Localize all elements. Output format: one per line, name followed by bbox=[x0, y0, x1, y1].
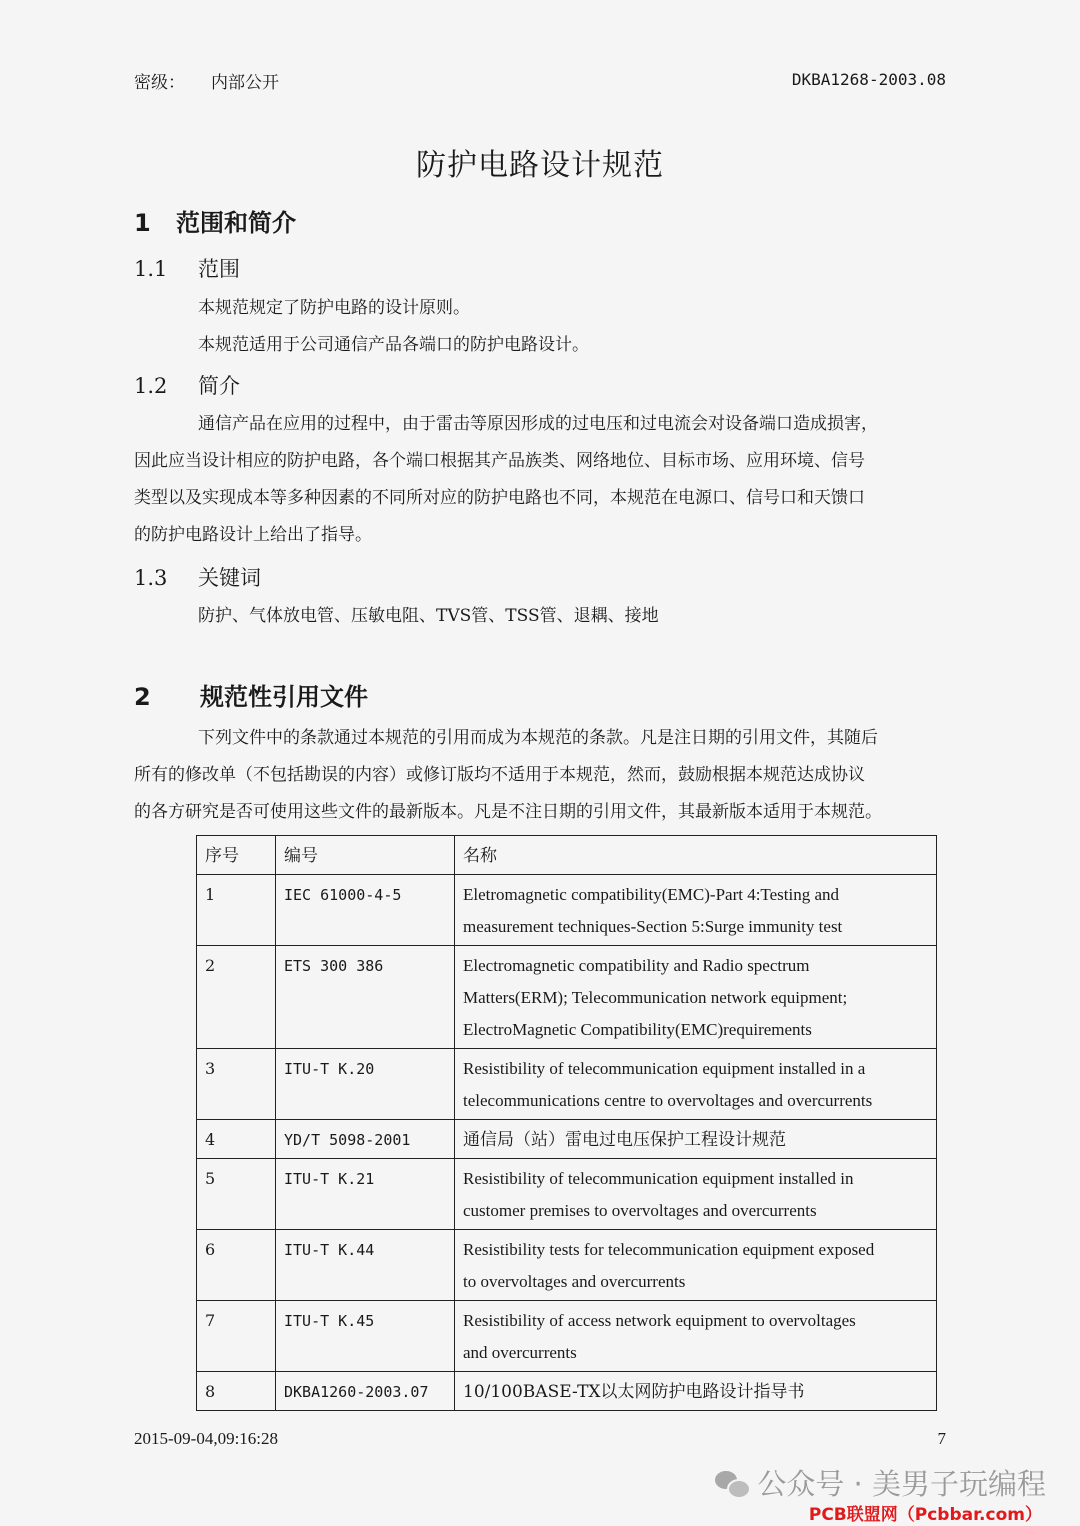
cell-no: 7 bbox=[197, 1301, 276, 1372]
table-row bbox=[197, 875, 937, 946]
secrecy-label: 密级： bbox=[134, 73, 185, 93]
name-line: to overvoltages and overcurrents bbox=[463, 1272, 686, 1291]
section-title: 关键词 bbox=[198, 566, 261, 590]
cell-no: 3 bbox=[197, 1049, 276, 1120]
paragraph-line: 因此应当设计相应的防护电路，各个端口根据其产品族类、网络地位、目标市场、应用环境、信号 bbox=[134, 451, 865, 471]
cell-no: 2 bbox=[197, 946, 276, 1049]
name-line: Resistibility of access network equipment to overvoltages bbox=[463, 1311, 856, 1330]
table-row bbox=[197, 946, 937, 1049]
cell-code: ITU-T K.21 bbox=[276, 1159, 455, 1230]
name-line: customer premises to overvoltages and overcurrents bbox=[463, 1201, 817, 1220]
paragraph-line: 所有的修改单（不包括勘误的内容）或修订版均不适用于本规范，然而，鼓励根据本规范达成协议 bbox=[134, 765, 865, 785]
table-row bbox=[197, 1159, 937, 1230]
table-row bbox=[197, 1372, 937, 1411]
cell-code: DKBA1260-2003.07 bbox=[276, 1372, 455, 1411]
section-2-body bbox=[134, 720, 946, 831]
section-number: 1.2 bbox=[134, 374, 168, 398]
cell-code: IEC 61000-4-5 bbox=[276, 875, 455, 946]
name-line: ElectroMagnetic Compatibility(EMC)requirements bbox=[463, 1020, 812, 1039]
section-1-1-heading bbox=[134, 253, 240, 283]
section-1-1-body bbox=[134, 290, 946, 364]
section-1-3-heading bbox=[134, 562, 261, 592]
section-title: 范围 bbox=[198, 257, 240, 281]
cell-code: YD/T 5098-2001 bbox=[276, 1120, 455, 1159]
cell-name bbox=[455, 1159, 937, 1230]
paragraph-line: 的各方研究是否可使用这些文件的最新版本。凡是不注日期的引用文件，其最新版本适用于本规范。 bbox=[134, 802, 882, 822]
reference-table bbox=[196, 835, 937, 1411]
paragraph-line: 类型以及实现成本等多种因素的不同所对应的防护电路也不同，本规范在电源口、信号口和天馈口 bbox=[134, 488, 865, 508]
secrecy-header bbox=[134, 68, 279, 93]
paragraph-line: 本规范规定了防护电路的设计原则。 bbox=[198, 298, 470, 318]
paragraph-line: 本规范适用于公司通信产品各端口的防护电路设计。 bbox=[198, 335, 589, 355]
cell-code: ITU-T K.20 bbox=[276, 1049, 455, 1120]
header-no: 序号 bbox=[197, 836, 276, 875]
doc-code: DKBA1268-2003.08 bbox=[791, 70, 946, 89]
section-1-2-body bbox=[134, 406, 946, 554]
document-title: 防护电路设计规范 bbox=[416, 148, 664, 183]
paragraph-line: 下列文件中的条款通过本规范的引用而成为本规范的条款。凡是注日期的引用文件，其随后 bbox=[198, 728, 878, 748]
section-2-heading bbox=[134, 677, 368, 712]
cell-code: ITU-T K.45 bbox=[276, 1301, 455, 1372]
name-line: 通信局（站）雷电过电压保护工程设计规范 bbox=[463, 1130, 786, 1150]
cell-name bbox=[455, 875, 937, 946]
cell-no: 5 bbox=[197, 1159, 276, 1230]
section-number: 1.3 bbox=[134, 566, 168, 590]
section-title: 简介 bbox=[198, 374, 240, 398]
section-number: 1 bbox=[134, 209, 151, 237]
cell-name bbox=[455, 946, 937, 1049]
secrecy-value: 内部公开 bbox=[211, 73, 279, 93]
name-line: Resistibility of telecommunication equipment installed in bbox=[463, 1169, 854, 1188]
table-row bbox=[197, 1230, 937, 1301]
section-number: 1.1 bbox=[134, 257, 168, 281]
name-line: Electromagnetic compatibility and Radio spectrum bbox=[463, 956, 810, 975]
cell-no: 8 bbox=[197, 1372, 276, 1411]
cell-name bbox=[455, 1230, 937, 1301]
name-line: telecommunications centre to overvoltages and overcurrents bbox=[463, 1091, 873, 1110]
table-row bbox=[197, 1301, 937, 1372]
section-title: 规范性引用文件 bbox=[200, 683, 368, 711]
watermark-text: 公众号 · 美男子玩编程 bbox=[757, 1467, 1046, 1501]
name-line: Matters(ERM); Telecommunication network equipment; bbox=[463, 988, 848, 1007]
section-title: 范围和简介 bbox=[176, 209, 296, 237]
table-row bbox=[197, 1120, 937, 1159]
cell-name bbox=[455, 1372, 937, 1411]
cell-name bbox=[455, 1049, 937, 1120]
cell-name bbox=[455, 1120, 937, 1159]
footer-timestamp: 2015-09-04,09:16:28 bbox=[134, 1429, 279, 1448]
name-line: measurement techniques-Section 5:Surge immunity test bbox=[463, 917, 843, 936]
wechat-watermark bbox=[715, 1462, 1046, 1503]
cell-code: ETS 300 386 bbox=[276, 946, 455, 1049]
name-line: 10/100BASE-TX以太网防护电路设计指导书 bbox=[463, 1382, 805, 1402]
footer-page-number: 7 bbox=[937, 1429, 946, 1448]
cell-no: 4 bbox=[197, 1120, 276, 1159]
paragraph-line: 通信产品在应用的过程中，由于雷击等原因形成的过电压和过电流会对设备端口造成损害， bbox=[198, 414, 878, 434]
name-line: and overcurrents bbox=[463, 1343, 577, 1362]
name-line: Eletromagnetic compatibility(EMC)-Part 4:Testing and bbox=[463, 885, 840, 904]
header-code: 编号 bbox=[276, 836, 455, 875]
table-row bbox=[197, 1049, 937, 1120]
section-1-heading bbox=[134, 203, 296, 238]
name-line: Resistibility of telecommunication equipment installed in a bbox=[463, 1059, 866, 1078]
section-1-2-heading bbox=[134, 370, 240, 400]
site-watermark: PCB联盟网（Pcbbar.com） bbox=[808, 1505, 1042, 1525]
table-header-row bbox=[197, 836, 937, 875]
keywords-line: 防护、气体放电管、压敏电阻、TVS管、TSS管、退耦、接地 bbox=[198, 606, 659, 626]
paragraph-line: 的防护电路设计上给出了指导。 bbox=[134, 525, 372, 545]
cell-no: 6 bbox=[197, 1230, 276, 1301]
section-number: 2 bbox=[134, 683, 151, 711]
section-1-3-body bbox=[134, 598, 946, 635]
wechat-icon bbox=[715, 1469, 749, 1497]
cell-name bbox=[455, 1301, 937, 1372]
name-line: Resistibility tests for telecommunication equipment exposed bbox=[463, 1240, 875, 1259]
header-name: 名称 bbox=[455, 836, 937, 875]
cell-no: 1 bbox=[197, 875, 276, 946]
cell-code: ITU-T K.44 bbox=[276, 1230, 455, 1301]
